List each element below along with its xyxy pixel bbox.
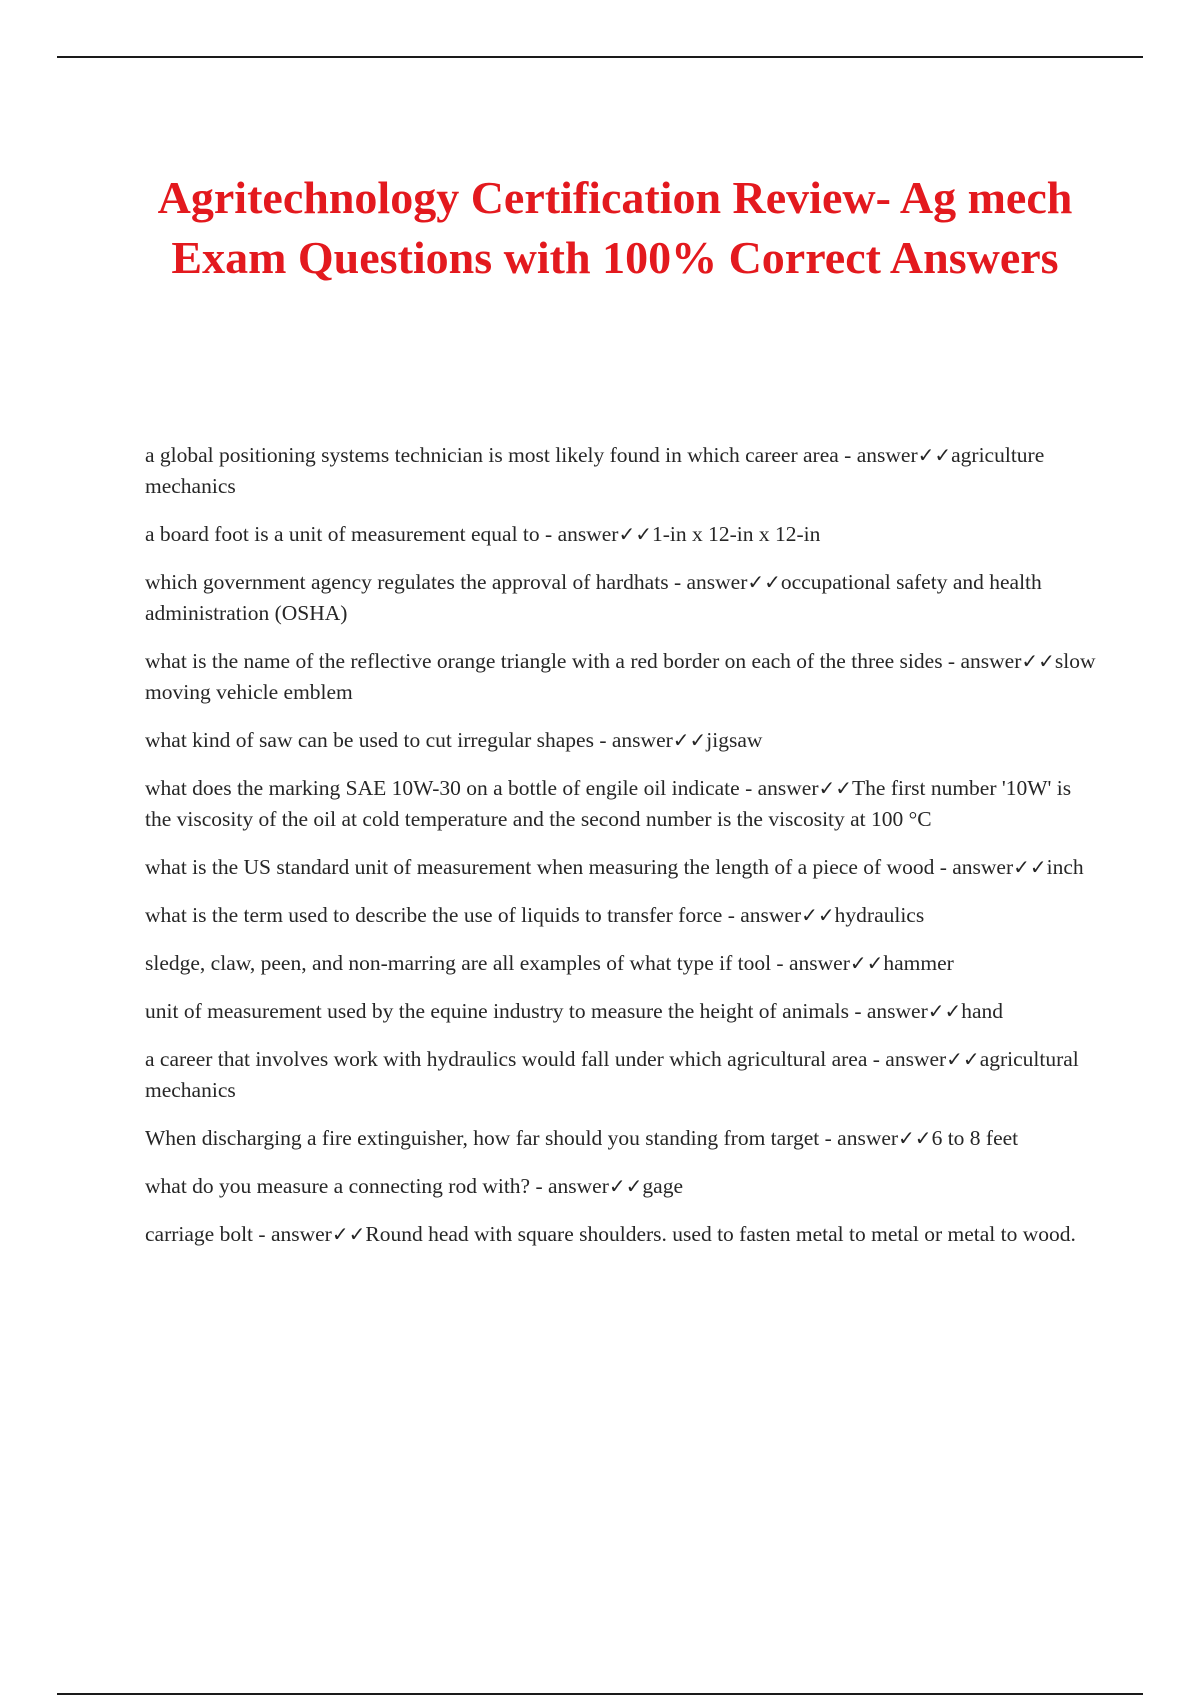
answer-marker: answer (837, 1126, 899, 1150)
answer-text: hand (961, 999, 1004, 1023)
answer-marker: answer (952, 855, 1014, 879)
answer-marker: answer (557, 522, 619, 546)
answer-marker: answer (866, 999, 928, 1023)
question-text: what kind of saw can be used to cut irregular shapes - (145, 728, 612, 752)
double-check-icon: ✓✓ (898, 1126, 932, 1150)
double-check-icon: ✓✓ (1013, 855, 1047, 879)
double-check-icon: ✓✓ (747, 570, 781, 594)
qa-item (145, 725, 1100, 756)
answer-text: slow moving vehicle emblem (145, 649, 1096, 704)
document-title: Agritechnology Certification Review- Ag mech Exam Questions with 100% Correct Answers (157, 172, 1073, 283)
answer-text: Round head with square shoulders. used to fasten metal to metal or metal to wood. (365, 1222, 1076, 1246)
answer-text: agricultural mechanics (145, 1047, 1079, 1102)
answer-text: jigsaw (706, 728, 763, 752)
double-check-icon: ✓✓ (672, 728, 707, 752)
question-text: which government agency regulates the approval of hardhats - (145, 570, 687, 594)
answer-marker: answer (885, 1047, 947, 1071)
answer-text: hammer (883, 951, 954, 975)
question-text: what is the US standard unit of measurement when measuring the length of a piece of wood - (145, 855, 953, 879)
question-text: sledge, claw, peen, and non-marring are all examples of what type if tool - (145, 951, 789, 975)
qa-item (145, 1171, 1100, 1202)
qa-item (145, 440, 1100, 502)
answer-text: 6 to 8 feet (931, 1126, 1019, 1150)
answer-marker: answer (611, 728, 673, 752)
answer-marker: answer (270, 1222, 332, 1246)
qa-item (145, 773, 1100, 835)
answer-text: 1-in x 12-in x 12-in (651, 522, 821, 546)
double-check-icon: ✓✓ (331, 1222, 366, 1246)
question-text: a career that involves work with hydraulics would fall under which agricultural area - (145, 1047, 886, 1071)
answer-text: agriculture mechanics (145, 443, 1045, 498)
qa-item (145, 996, 1100, 1027)
double-check-icon: ✓✓ (608, 1174, 643, 1198)
bottom-rule (57, 1693, 1143, 1695)
answer-text: The first number '10W' is the viscosity of the oil at cold temperature and the second number is the viscosity at 100 °C (145, 776, 1072, 831)
question-text: what do you measure a connecting rod with? - (145, 1174, 548, 1198)
double-check-icon: ✓✓ (801, 903, 835, 927)
top-rule (57, 56, 1143, 58)
answer-marker: answer (757, 776, 819, 800)
answer-marker: answer (548, 1174, 609, 1198)
double-check-icon: ✓✓ (818, 776, 853, 800)
question-text: what is the name of the reflective orange triangle with a red border on each of the three sides - (145, 649, 961, 673)
answer-marker: answer (856, 443, 918, 467)
answer-text: hydraulics (834, 903, 925, 927)
double-check-icon: ✓✓ (917, 443, 952, 467)
qa-item (145, 900, 1100, 931)
qa-item (145, 567, 1100, 629)
double-check-icon: ✓✓ (849, 951, 884, 975)
qa-item (145, 1044, 1100, 1106)
qa-item (145, 646, 1100, 708)
answer-marker: answer (960, 649, 1022, 673)
answer-text: occupational safety and health administration (OSHA) (145, 570, 1042, 625)
question-text: carriage bolt - (145, 1222, 271, 1246)
question-text: what does the marking SAE 10W-30 on a bottle of engile oil indicate - (145, 776, 758, 800)
answer-text: inch (1046, 855, 1084, 879)
qa-item (145, 948, 1100, 979)
answer-marker: answer (788, 951, 850, 975)
answer-marker: answer (686, 570, 748, 594)
qa-item (145, 1123, 1100, 1154)
qa-list (145, 440, 1100, 1267)
question-text: When discharging a fire extinguisher, how far should you standing from target - (145, 1126, 838, 1150)
qa-item (145, 519, 1100, 550)
answer-marker: answer (740, 903, 802, 927)
question-text: a global positioning systems technician is most likely found in which career area - (145, 443, 857, 467)
double-check-icon: ✓✓ (1021, 649, 1055, 673)
question-text: a board foot is a unit of measurement equal to - (145, 522, 558, 546)
double-check-icon: ✓✓ (927, 999, 962, 1023)
double-check-icon: ✓✓ (946, 1047, 980, 1071)
qa-item (145, 1219, 1100, 1250)
question-text: what is the term used to describe the use of liquids to transfer force - (145, 903, 741, 927)
qa-item (145, 852, 1100, 883)
double-check-icon: ✓✓ (618, 522, 652, 546)
question-text: unit of measurement used by the equine industry to measure the height of animals - (145, 999, 867, 1023)
answer-text: gage (642, 1174, 683, 1198)
